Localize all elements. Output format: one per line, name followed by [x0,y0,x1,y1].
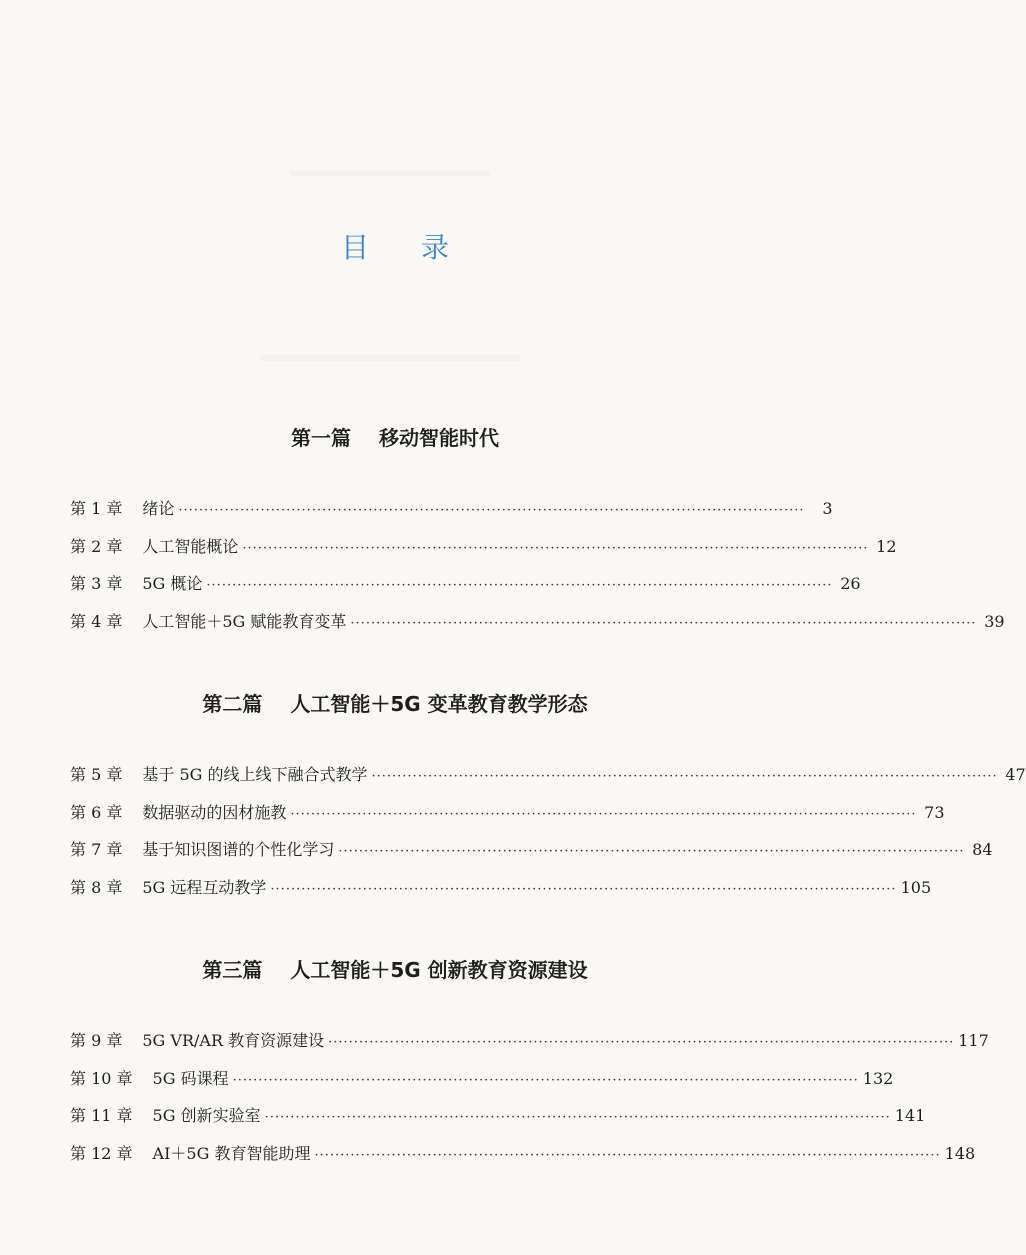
toc-list-part-3 [70,1028,989,1179]
part-label: 第三篇 [202,958,263,982]
chapter-title: 人工智能概论 [142,536,239,556]
chapter-number: 第 10 章 [70,1068,133,1088]
leader-dots: ·························································································································· [178,503,805,518]
chapter-title: 5G 远程互动教学 [142,878,267,898]
toc-entry[interactable] [70,1141,976,1179]
leader-dots: ·························································································································· [314,1148,941,1164]
leader-dots: ·························································································································· [242,540,869,556]
chapter-title: AI＋5G 教育智能助理 [152,1144,311,1164]
leader-dots: ·························································································································· [270,882,897,898]
chapter-number: 第 6 章 [70,802,123,822]
toc-entry[interactable] [70,1028,989,1066]
chapter-number: 第 1 章 [70,499,123,518]
part-name: 人工智能＋5G 变革教育教学形态 [290,692,588,716]
chapter-number: 第 8 章 [70,878,123,898]
toc-entry[interactable] [70,496,833,534]
chapter-title: 5G 创新实验室 [152,1106,261,1126]
page-title: 目录 [340,231,501,264]
page-number: 26 [840,574,861,594]
page-number: 105 [900,878,932,898]
page-number: 3 [822,499,833,518]
leader-dots: ·························································································································· [290,806,917,822]
leader-dots: ·························································································································· [264,1110,891,1126]
chapter-title: 数据驱动的因材施教 [142,802,287,822]
toc-entry[interactable] [70,534,897,572]
chapter-number: 第 9 章 [70,1031,123,1050]
chapter-number: 第 7 章 [70,840,123,860]
chapter-title: 5G VR/AR 教育资源建设 [142,1031,325,1050]
toc-entry[interactable] [70,762,1026,800]
chapter-number: 第 3 章 [70,574,123,594]
page-number: 148 [944,1144,976,1164]
page-number: 84 [972,840,993,860]
leader-dots: ·························································································································· [328,1035,955,1050]
toc-entry[interactable] [70,875,932,913]
chapter-number: 第 4 章 [70,612,123,632]
toc-entry[interactable] [70,1103,926,1141]
toc-entry[interactable] [70,571,861,609]
chapter-title: 基于知识图谱的个性化学习 [142,840,335,860]
part-label: 第一篇 [291,426,351,450]
page-number: 73 [924,802,945,822]
part-label: 第二篇 [202,692,263,716]
leader-dots: ·························································································································· [206,578,833,594]
page-number: 141 [894,1106,926,1126]
part-name: 人工智能＋5G 创新教育资源建设 [290,958,588,982]
chapter-title: 5G 概论 [142,574,203,594]
toc-entry[interactable] [70,837,993,875]
chapter-number: 第 12 章 [70,1144,133,1164]
leader-dots: ·························································································································· [338,844,965,860]
faint-show-through [290,170,490,176]
part-heading-1 [0,423,790,453]
toc-entry[interactable] [70,800,945,838]
toc-entry[interactable] [70,609,1005,647]
page-number: 12 [876,536,897,556]
page-number: 39 [984,612,1005,632]
part-name: 移动智能时代 [379,426,499,450]
part-heading-2 [0,689,790,719]
chapter-title: 人工智能＋5G 赋能教育变革 [142,612,347,632]
toc-entry[interactable] [70,1066,894,1104]
toc-list-part-2 [70,762,1026,913]
leader-dots: ·························································································································· [371,769,998,784]
page-number: 47 [1005,765,1026,784]
chapter-title: 基于 5G 的线上线下融合式教学 [142,765,368,784]
chapter-title: 5G 码课程 [152,1068,229,1088]
faint-show-through [260,355,520,361]
page-number: 132 [862,1068,894,1088]
part-heading-3 [0,955,790,985]
chapter-number: 第 5 章 [70,765,123,784]
toc-list-part-1 [70,496,1005,647]
leader-dots: ·························································································································· [232,1072,859,1088]
page-number: 117 [958,1031,989,1050]
leader-dots: ·························································································································· [350,616,977,632]
chapter-title: 绪论 [142,499,175,518]
chapter-number: 第 11 章 [70,1106,133,1126]
chapter-number: 第 2 章 [70,536,123,556]
